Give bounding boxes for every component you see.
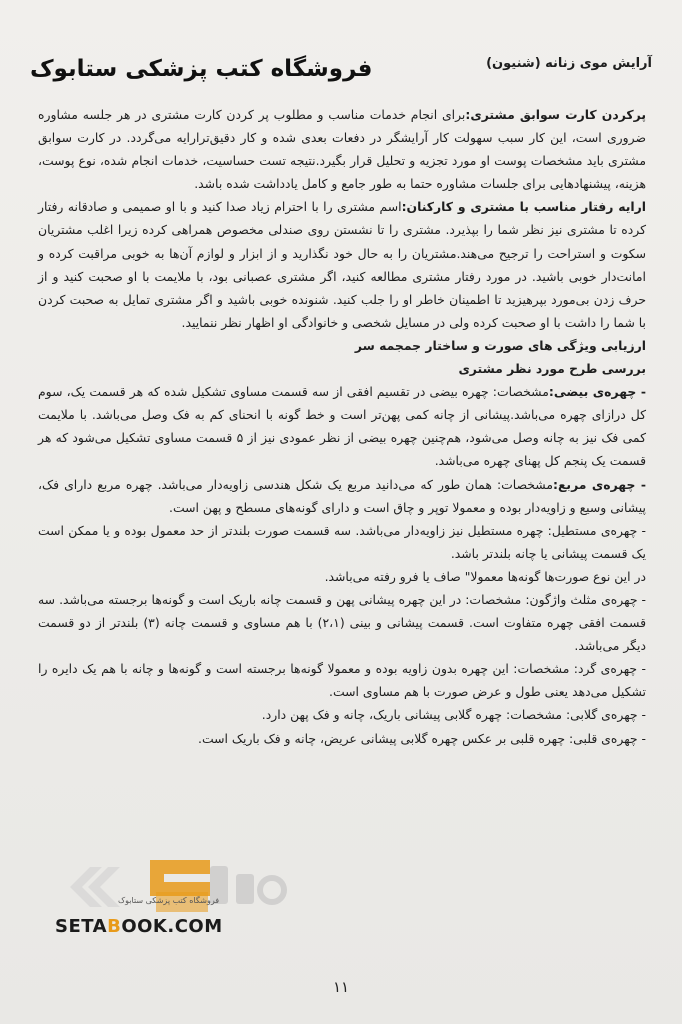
paragraph-lead: - چهره‌ی بیضی: (548, 384, 646, 400)
paragraph-square-face (38, 473, 646, 519)
page-header (30, 56, 652, 100)
watermark-site-text (55, 916, 223, 937)
paragraph-rectangle-face: - چهره‌ی مستطیل: چهره مستطیل نیز زاویه‌دار می‌باشد. سه قسمت صورت بلندتر از حد معمول بوده و یا ممکن است یک قسمت پیشانی یا چانه بلندتر باشد. (38, 522, 646, 561)
paragraph-pear-face: - چهره‌ی گلابی: مشخصات: چهره گلابی پیشانی باریک، چانه و فک پهن دارد. (261, 707, 646, 723)
paragraph-lead: - چهره‌ی مربع: (553, 476, 646, 492)
running-title: آرایش موی زنانه (شنیون) (486, 56, 652, 71)
section-heading-face-features: ارزیابی ویژگی های صورت و ساختار جمجمه سر (354, 337, 646, 353)
paragraph-round-face: - چهره‌ی گرد: مشخصات: این چهره بدون زاویه بوده و معمولا گونه‌ها برجسته است و گونه‌ها و چانه با هم یک دایره را تشکیل می‌دهد یعنی طول و عرض صورت با هم مساوی است. (38, 661, 646, 700)
paragraph-cheeks-note: در این نوع صورت‌ها گونه‌ها معمولا" صاف یا فرو رفته می‌باشد. (324, 568, 646, 584)
watermark-site-prefix: SETA (55, 916, 108, 937)
paragraph-text: برای انجام خدمات مناسب و مطلوب پر کردن کارت مشتری در هر جلسه مشاوره ضروری است، این کار سبب سهولت کار آرایشگر در دفعات بعدی شده و کار دقیق‌ترارایه می‌گردد. در کارت سوابق مشتری باید مشخصات پوست او مورد تجزیه و تحلیل قرار بگیرد.نتیجه تست حساسیت، خدمات انجام شده، نوع پوست، هزینه، پیشنهادهایی برای جلسات مشاوره حتما به طور جامع و کامل یادداشت شده باشد. (38, 107, 646, 192)
paragraph-heart-face: - چهره‌ی قلبی: چهره قلبی بر عکس چهره گلابی پیشانی عریض، چانه و فک باریک است. (198, 730, 646, 746)
watermark-subtitle: فروشگاه کتب پزشکی ستابوک (118, 896, 220, 905)
paragraph-text: اسم مشتری را با احترام زیاد صدا کنید و با او صمیمی و صادقانه رفتار کرده تا مشتری نیز نظر شما را بپذیرد. مشتری را تا نشستن روی صندلی مخصوص همراهی کرده زیرا اغلب مشتریان سکوت و استراحت را ترجیح می‌هند.مشتریان را به حال خود نگذارید و از ابزار و لوازم آن‌ها به خوبی مراقبت کرده و امانت‌دار خوبی باشید. در مورد رفتار مشتری مطالعه کنید، اگر مشتری عصبانی بود، با ملایمت با او صحبت کنید و از حرف زدن بی‌مورد بپرهیزید تا اطمینان خاطر او را جلب کنید. شنونده خوبی باشید و اگر مشتری تمایل به صحبت کردن با شما را داشت با او صحبت کرده ولی در مسایل شخصی و خانوادگی او اظهار نظر ننمایید. (38, 199, 646, 330)
paragraph-lead: پرکردن کارت سوابق مشتری: (465, 107, 646, 122)
paragraph-customer-behavior (38, 195, 646, 334)
page-number: ۱۱ (332, 978, 350, 996)
store-title: فروشگاه کتب پزشکی ستابوک (30, 56, 373, 82)
paragraph-customer-card (38, 103, 646, 195)
paragraph-oval-face (38, 380, 646, 472)
watermark-site-accent: B (107, 916, 122, 937)
watermark-logo-icon (60, 852, 310, 922)
paragraph-text: مشخصات: همان طور که می‌دانید مربع یک شکل هندسی زاویه‌دار می‌باشد. چهره مربع دارای فک، پیشانی وسیع و زاویه‌دار بوده و معمولا توپر و چاق است و دارای گونه‌های مسطح و پهن است. (38, 476, 646, 515)
paragraph-triangle-face: - چهره‌ی مثلث واژگون: مشخصات: در این چهره پیشانی پهن و قسمت چانه باریک است و گونه‌ها برجسته می‌باشد. سه قسمت افقی چهره متفاوت است. قسمت پیشانی و بینی (۲،۱) با هم مساوی و قسمت چانه (۳) بلندتر از دو قسمت دیگر می‌باشد. (38, 591, 646, 654)
section-heading-customer-design: بررسی طرح مورد نظر مشتری (458, 361, 646, 377)
paragraph-lead: ارایه رفتار مناسب با مشتری و کارکنان: (401, 199, 646, 215)
page-body (38, 103, 646, 750)
paragraph-text: مشخصات: چهره بیضی در تقسیم افقی از سه قسمت مساوی تشکیل شده که هر قسمت یک، سوم کل درازای چهره می‌باشد.پیشانی از چانه کمی پهن‌تر است و خط گونه با انحنای کم به فک وصل می‌باشد. با ملایمت کمی فک نیز به چانه وصل می‌شود، هم‌چنین چهره بیضی از نظر عمودی نیز از ۵ قسمت مساوی تشکیل می‌شود که هر قسمت یک پنجم کل پهنای چهره می‌باشد. (38, 384, 646, 469)
watermark-site-suffix: OOK.COM (121, 916, 223, 937)
